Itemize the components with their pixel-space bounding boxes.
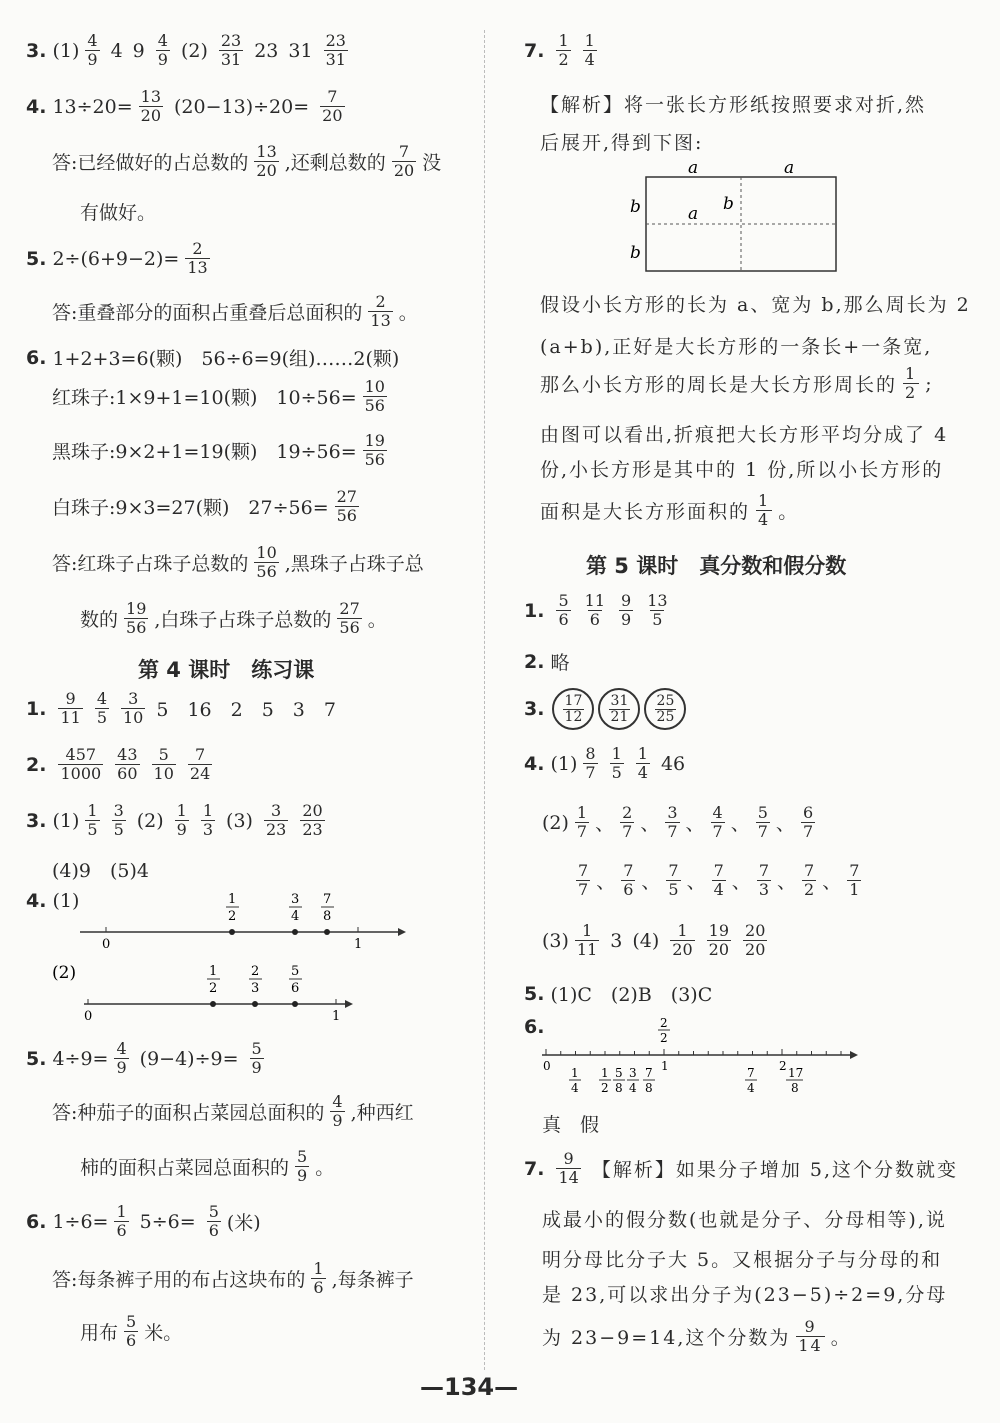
fraction: 5 7 [757, 803, 768, 841]
answer-4-line2: 有做好。 [80, 202, 157, 224]
lesson4-question-3: 3. (1) 1 5 3 5 (2) 1 9 1 3 (3) 3 23 20 23 [26, 801, 323, 839]
fraction: 20 20 [745, 921, 766, 959]
fraction: 1 3 [202, 801, 214, 839]
fraction: $\frac{27}{56}$ [336, 487, 357, 525]
q7-para-line4: 由图可以看出,折痕把大长方形平均分成了 4 [540, 424, 949, 446]
frac-num: 1 [571, 1066, 579, 1080]
question-5: 5. 2÷(6+9−2)= $\frac{2}{13}$ [26, 239, 208, 277]
frac-num: 3 [291, 892, 300, 907]
fraction: 23 31 [220, 31, 242, 69]
answer-l4-6-line1: 答:每条裤子用的布占这块布的 1 6 ,每条裤子 [52, 1259, 414, 1297]
point-3-4 [292, 929, 298, 935]
fraction: 7 4 [713, 861, 724, 899]
frac-den: 2 [660, 1031, 668, 1045]
fraction: 4 9 [87, 31, 98, 69]
lesson5-question-6: 6. [524, 1016, 545, 1038]
lesson5-question-1: 1. 5 6 11 6 9 9 13 5 [524, 591, 668, 629]
frac-den: 2 [209, 981, 218, 996]
fraction: 8 7 [585, 744, 596, 782]
frac-num: 2 [660, 1016, 668, 1030]
red-beads-line: 红珠子:1×9+1=10(颗) 10÷56= $\frac{10}{56}$ [52, 377, 385, 415]
arrow-icon [345, 1000, 353, 1008]
lesson5-question-5: 5. (1)C (2)B (3)C [524, 982, 713, 1006]
answer-4-line1: 答:已经做好的占总数的 13 20 ,还剩总数的 7 20 没 [52, 142, 442, 180]
frac-den: 8 [791, 1081, 799, 1095]
frac-den: 8 [645, 1081, 653, 1095]
l5q7-line3: 明分母比分子大 5。又根据分子与分母的和 [542, 1249, 943, 1271]
fraction: 1 5 [87, 801, 98, 839]
fraction: 3 7 [667, 803, 678, 841]
lesson5-question-3: 3. 17 12 31 21 25 25 [524, 688, 688, 730]
white-beads-line: 白珠子:9×3=27(颗) 27÷56= $\frac{27}{56}$ [52, 487, 357, 525]
fraction: 7 7 [578, 861, 589, 899]
fraction: $\frac{1}{6}$ [116, 1202, 127, 1240]
fraction: 7 6 [623, 861, 634, 899]
q7-analysis-line1: 【解析】将一张长方形纸按照要求对折,然 [540, 94, 927, 116]
fraction: $\frac{4}{9}$ [116, 1039, 127, 1077]
fraction: $\frac{10}{56}$ [364, 377, 385, 415]
fraction: $\frac{13}{20}$ [140, 87, 162, 125]
answer-l4-5-line1: 答:种茄子的面积占菜园总面积的 4 9 ,种西红 [52, 1092, 414, 1130]
fraction: 1 9 [176, 801, 187, 839]
lesson4-question-6: 6. 1÷6= $\frac{1}{6}$ 5÷6= $\frac{5}{6}$ (米) [26, 1202, 261, 1240]
label-b-inner: b [723, 194, 734, 214]
number-line-figure [0, 880, 480, 1050]
q7-para-line3: 那么小长方形的周长是大长方形周长的 1 2 ; [540, 364, 934, 402]
fraction: 5 6 [558, 591, 569, 629]
l5q7-line4: 是 23,可以求出分子为(23−5)÷2=9,分母 [542, 1284, 948, 1306]
lesson4-question-4: 4. (1) [26, 890, 80, 912]
tick-label-1: 1 [661, 1059, 669, 1073]
fraction: 3 23 [265, 801, 287, 839]
frac-num: 5 [615, 1066, 623, 1080]
fraction: 4 5 [96, 689, 107, 727]
fraction: 7 3 [758, 861, 769, 899]
lesson5-q4-part3-4: (3) 1 11 3 (4) 1 20 19 20 20 20 [542, 921, 766, 959]
frac-den: 8 [615, 1081, 623, 1095]
fraction: 7 1 [849, 861, 860, 899]
label-a-inner: a [688, 204, 699, 224]
answer-5: 答:重叠部分的面积占重叠后总面积的 2 13 。 [52, 292, 418, 330]
lesson-5-title: 第 5 课时 真分数和假分数 [586, 554, 847, 578]
fraction: 4 9 [157, 31, 168, 69]
fraction: 20 23 [302, 801, 323, 839]
frac-num: 5 [291, 964, 300, 979]
fraction: 3 10 [123, 689, 144, 727]
fraction: 9 14 [798, 1317, 823, 1355]
fraction: 5 9 [297, 1147, 308, 1185]
frac-num: 1 [209, 964, 218, 979]
tick-label-0: 0 [543, 1059, 551, 1073]
fraction: 27 56 [339, 599, 360, 637]
lesson5-question-2: 2. 略 [524, 650, 570, 674]
tick-marks [546, 1049, 841, 1055]
fraction: 7 20 [393, 142, 415, 180]
tick-label-1: 1 [354, 937, 363, 952]
fraction: 1 11 [576, 921, 598, 959]
tick-label-2: 2 [779, 1059, 787, 1073]
fraction: 9 14 [558, 1149, 579, 1187]
point-1-2 [229, 929, 235, 935]
frac-den: 2 [228, 909, 237, 924]
fraction: 5 6 [126, 1312, 137, 1350]
true-false-answer: 真 假 [542, 1114, 600, 1136]
fraction: 5 10 [153, 745, 174, 783]
fraction: 1 2 [558, 31, 569, 69]
fraction: 13 5 [647, 591, 668, 629]
fraction: 1 4 [758, 491, 771, 529]
l5q7-line5: 为 23−9=14,这个分数为 9 14 。 [542, 1317, 852, 1355]
q7-analysis-line2: 后展开,得到下图: [540, 132, 704, 154]
question-6: 6. 1+2+3=6(颗) 56÷6=9(组)……2(颗) [26, 346, 400, 370]
label-b: b [630, 197, 641, 217]
fraction: 1 4 [637, 744, 648, 782]
label-a: a [784, 158, 795, 178]
frac-num: 7 [645, 1066, 653, 1080]
point-1-2 [210, 1001, 216, 1007]
fraction: 19 20 [708, 921, 730, 959]
fraction: 1 6 [313, 1259, 324, 1297]
fraction: 3 5 [113, 801, 124, 839]
frac-den: 2 [601, 1081, 609, 1095]
frac-num: 7 [747, 1066, 755, 1080]
column-divider [484, 30, 485, 1370]
question-3: 3. (1) 4 9 4 9 4 9 (2) 23 31 23 31 23 31 [26, 31, 346, 69]
lesson5-question-4: 4. (1) 8 7 1 5 1 4 46 [524, 744, 686, 782]
answer-l4-6-line2: 用布 5 6 米。 [80, 1312, 183, 1350]
fraction: 1 5 [611, 744, 622, 782]
fraction: 9 11 [60, 689, 81, 727]
fraction: 2 7 [622, 803, 633, 841]
fraction: $\frac{5}{9}$ [251, 1039, 262, 1077]
q7-para-line1: 假设小长方形的长为 a、宽为 b,那么周长为 2 [540, 294, 971, 316]
fraction: 11 6 [584, 591, 605, 629]
lesson4-question-3-line2: (4)9 (5)4 [52, 860, 150, 882]
tick-label-0: 0 [102, 937, 111, 952]
fraction: 1 4 [584, 31, 595, 69]
q7-para-line2: (a+b),正好是大长方形的一条长+一条宽, [540, 336, 933, 358]
fraction: 1 2 [905, 364, 918, 402]
frac-den: 8 [323, 909, 332, 924]
frac-den: 6 [291, 981, 300, 996]
fraction: 7 5 [668, 861, 679, 899]
fraction: 6 7 [802, 803, 814, 841]
fraction: 7 2 [804, 861, 815, 899]
frac-num: 2 [251, 964, 260, 979]
label-a: a [688, 158, 699, 178]
point-5-6 [292, 1001, 298, 1007]
lesson5-q4-part2-row1: (2) 1 7 、 2 7 、 3 7 、 4 7 、 5 7 、 6 7 [542, 803, 814, 841]
frac-num: 17 [788, 1066, 804, 1080]
point-2-3 [252, 1001, 258, 1007]
fraction: 7 24 [189, 745, 211, 783]
frac-num: 7 [323, 892, 332, 907]
frac-den: 4 [629, 1081, 637, 1095]
arrow-icon [398, 928, 406, 936]
lesson4-question-1: 1. 9 11 4 5 3 10 5 16 2 5 3 7 [26, 689, 336, 727]
circled-fraction: 17 12 [552, 688, 594, 730]
lesson4-question-2: 2. 457 1000 43 60 5 10 7 24 [26, 745, 211, 783]
fraction: 10 56 [256, 543, 277, 581]
question-7: 7. 1 2 1 4 [524, 31, 595, 69]
fraction: $\frac{7}{20}$ [322, 87, 343, 125]
frac-den: 4 [291, 909, 300, 924]
lesson-4-title: 第 4 课时 练习课 [138, 658, 315, 682]
tick-label-1: 1 [332, 1009, 341, 1024]
fraction: 4 7 [712, 803, 723, 841]
answer-l4-5-line2: 柿的面积占菜园总面积的 5 9 。 [80, 1147, 335, 1185]
fraction: $\frac{2}{13}$ [187, 239, 208, 277]
frac-num: 3 [629, 1066, 637, 1080]
fraction: 4 9 [332, 1092, 343, 1130]
fraction: 9 9 [621, 591, 632, 629]
tick-label-0: 0 [84, 1009, 93, 1024]
frac-den: 4 [747, 1081, 755, 1095]
fraction: 23 31 [325, 31, 346, 69]
frac-num: 1 [601, 1066, 609, 1080]
page-number: —134— [420, 1373, 519, 1401]
part-2-label: (2) [52, 963, 77, 983]
l5q7-line2: 成最小的假分数(也就是分子、分母相等),说 [542, 1209, 947, 1231]
circled-fraction: 25 25 [644, 688, 686, 730]
lesson5-q4-part2-row2: 7 7 、 7 6 、 7 5 、 7 4 、 7 3 、 7 2 、 7 1 [578, 861, 860, 899]
arrow-icon [850, 1051, 858, 1059]
fraction: 1 20 [672, 921, 693, 959]
number-line-figure-2 [500, 1015, 1000, 1105]
fraction: 19 56 [126, 599, 147, 637]
black-beads-line: 黑珠子:9×2+1=19(颗) 19÷56= $\frac{19}{56}$ [52, 431, 385, 469]
fraction: $\frac{19}{56}$ [364, 431, 385, 469]
frac-den: 4 [571, 1081, 579, 1095]
circled-fraction: 31 21 [598, 688, 640, 730]
point-7-8 [324, 929, 330, 935]
fraction: 43 60 [117, 745, 138, 783]
lesson4-question-5: 5. 4÷9= $\frac{4}{9}$ (9−4)÷9= $\frac{5}{9}$ [26, 1039, 262, 1077]
answer-6-line1: 答:红珠子占珠子总数的 10 56 ,黑珠子占珠子总 [52, 543, 424, 581]
frac-den: 3 [251, 981, 260, 996]
folded-rectangle-diagram [620, 155, 850, 280]
fraction: 457 1000 [60, 745, 102, 783]
answer-6-line2: 数的 19 56 ,白珠子占珠子总数的 27 56 。 [80, 599, 387, 637]
frac-num: 1 [228, 892, 237, 907]
q7-para-line6: 面积是大长方形面积的 1 4 。 [540, 491, 800, 529]
question-4: 4. 13÷20= $\frac{13}{20}$ (20−13)÷20= $\frac{7}{20}$ [26, 87, 343, 125]
fraction: 2 13 [370, 292, 391, 330]
q7-para-line5: 份,小长方形是其中的 1 份,所以小长方形的 [540, 459, 944, 481]
lesson5-question-7: 7. 9 14 【解析】如果分子增加 5,这个分数就变 [524, 1149, 958, 1187]
fraction: 1 7 [576, 803, 588, 841]
fraction: 13 20 [256, 142, 277, 180]
fraction: $\frac{5}{6}$ [208, 1202, 219, 1240]
label-b: b [630, 243, 641, 263]
